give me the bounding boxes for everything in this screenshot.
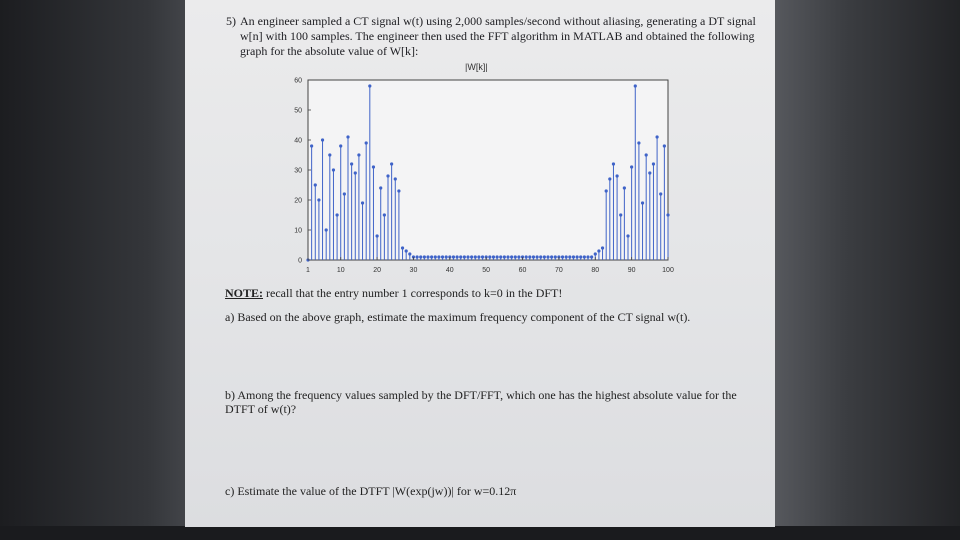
stem-marker bbox=[325, 228, 328, 231]
stem-marker bbox=[481, 255, 484, 258]
stem-marker bbox=[543, 255, 546, 258]
stem-marker bbox=[525, 255, 528, 258]
stem-marker bbox=[666, 213, 669, 216]
stem-marker bbox=[619, 213, 622, 216]
stem-marker bbox=[601, 246, 604, 249]
stem-marker bbox=[550, 255, 553, 258]
stem-marker bbox=[626, 234, 629, 237]
part-a: a) Based on the above graph, estimate the maximum frequency component of the CT signal w(t). bbox=[225, 310, 691, 324]
stem-marker bbox=[510, 255, 513, 258]
stem-marker bbox=[372, 165, 375, 168]
monitor-bezel-right bbox=[770, 0, 960, 540]
stem-marker bbox=[597, 249, 600, 252]
stem-marker bbox=[445, 255, 448, 258]
stem-marker bbox=[645, 153, 648, 156]
stem-marker bbox=[641, 201, 644, 204]
x-tick-label: 70 bbox=[555, 267, 563, 274]
stem-marker bbox=[321, 138, 324, 141]
stem-marker bbox=[426, 255, 429, 258]
stem-marker bbox=[623, 186, 626, 189]
stem-marker bbox=[434, 255, 437, 258]
stem-marker bbox=[535, 255, 538, 258]
note-text: recall that the entry number 1 corresponds to k=0 in the DFT! bbox=[266, 286, 563, 300]
stem-marker bbox=[383, 213, 386, 216]
x-tick-label: 80 bbox=[591, 267, 600, 274]
stem-marker bbox=[554, 255, 557, 258]
stem-marker bbox=[314, 183, 317, 186]
y-tick-label: 40 bbox=[294, 137, 302, 145]
stem-marker bbox=[528, 255, 531, 258]
question-5 bbox=[226, 14, 760, 59]
stem-marker bbox=[608, 177, 611, 180]
stem-marker bbox=[397, 189, 400, 192]
stem-marker bbox=[459, 255, 462, 258]
stem-marker bbox=[663, 144, 666, 147]
stem-marker bbox=[575, 255, 578, 258]
x-tick-label: 50 bbox=[482, 267, 491, 274]
stem-marker bbox=[605, 189, 608, 192]
x-tick-label: 90 bbox=[627, 267, 636, 274]
stem-marker bbox=[506, 255, 509, 258]
stem-marker bbox=[615, 174, 618, 177]
stem-marker bbox=[594, 252, 597, 255]
part-b: b) Among the frequency values sampled by the DFT/FFT, which one has the highest absolute value for the DTFT of w(t)? bbox=[225, 388, 737, 416]
x-tick-label: 10 bbox=[336, 267, 345, 274]
stem-marker bbox=[441, 255, 444, 258]
stem-marker bbox=[317, 198, 320, 201]
stem-marker bbox=[503, 255, 506, 258]
x-tick-label: 60 bbox=[518, 267, 527, 274]
stem-marker bbox=[488, 255, 491, 258]
stem-marker bbox=[350, 162, 353, 165]
y-tick-label: 0 bbox=[298, 257, 302, 265]
note-label: NOTE: bbox=[225, 286, 264, 300]
stem-marker bbox=[423, 255, 426, 258]
stem-marker bbox=[354, 171, 357, 174]
stem-marker bbox=[452, 255, 455, 258]
stem-marker bbox=[357, 153, 360, 156]
stem-marker bbox=[346, 135, 349, 138]
stem-marker bbox=[361, 201, 364, 204]
y-tick-label: 50 bbox=[294, 107, 302, 115]
stem-marker bbox=[648, 171, 651, 174]
stem-marker bbox=[455, 255, 458, 258]
stem-marker bbox=[586, 255, 589, 258]
part-c: c) Estimate the value of the DTFT |W(exp(jw))| for w=0.12π bbox=[225, 484, 517, 498]
stem-marker bbox=[466, 255, 469, 258]
stem-marker bbox=[408, 252, 411, 255]
stem-marker bbox=[565, 255, 568, 258]
x-tick-label: 20 bbox=[373, 267, 381, 274]
stem-marker bbox=[437, 255, 440, 258]
stem-marker bbox=[430, 255, 433, 258]
stem-marker bbox=[368, 84, 371, 87]
stem-marker bbox=[539, 255, 542, 258]
stem-marker bbox=[343, 192, 346, 195]
chart-title: |W[k]| bbox=[465, 62, 488, 72]
stem-marker bbox=[335, 213, 338, 216]
stem-marker bbox=[583, 255, 586, 258]
y-tick-label: 10 bbox=[294, 227, 302, 235]
question-text: An engineer sampled a CT signal w(t) using 2,000 samples/second without aliasing, generating a DT signal w[n] with 100 samples. The engineer then used the FFT algorithm in MATLAB and obtained the following graph for the absolute value of W[k]: bbox=[240, 14, 756, 58]
stem-marker bbox=[532, 255, 535, 258]
stem-marker bbox=[579, 255, 582, 258]
document-page bbox=[185, 0, 775, 527]
stem-marker bbox=[637, 141, 640, 144]
stem-marker bbox=[495, 255, 498, 258]
note bbox=[225, 286, 562, 301]
stem-marker bbox=[499, 255, 502, 258]
stem-marker bbox=[339, 144, 342, 147]
stem-marker bbox=[394, 177, 397, 180]
stem-marker bbox=[310, 144, 313, 147]
stem-marker bbox=[634, 84, 637, 87]
stem-marker bbox=[332, 168, 335, 171]
stem-chart bbox=[280, 70, 680, 280]
stem-marker bbox=[405, 249, 408, 252]
stem-marker bbox=[463, 255, 466, 258]
stem-marker bbox=[561, 255, 564, 258]
stem-marker bbox=[470, 255, 473, 258]
stem-marker bbox=[655, 135, 658, 138]
x-tick-label: 30 bbox=[409, 267, 418, 274]
stem-marker bbox=[386, 174, 389, 177]
stem-marker bbox=[415, 255, 418, 258]
stem-marker bbox=[375, 234, 378, 237]
stem-marker bbox=[568, 255, 571, 258]
stem-marker bbox=[514, 255, 517, 258]
stem-marker bbox=[419, 255, 422, 258]
stem-marker bbox=[546, 255, 549, 258]
question-number: 5) bbox=[226, 14, 236, 28]
x-tick-label: 100 bbox=[662, 267, 674, 274]
stem-marker bbox=[612, 162, 615, 165]
x-tick-label: 40 bbox=[445, 267, 454, 274]
stem-marker bbox=[652, 162, 655, 165]
stem-marker bbox=[492, 255, 495, 258]
stem-marker bbox=[572, 255, 575, 258]
stem-marker bbox=[379, 186, 382, 189]
monitor-bezel-left bbox=[0, 0, 210, 540]
stem-marker bbox=[477, 255, 480, 258]
stem-marker bbox=[517, 255, 520, 258]
stem-marker bbox=[390, 162, 393, 165]
x-tick-label: 1 bbox=[306, 267, 310, 274]
y-tick-label: 30 bbox=[294, 167, 302, 175]
stem-marker bbox=[474, 255, 477, 258]
stem-marker bbox=[328, 153, 331, 156]
stem-marker bbox=[630, 165, 633, 168]
stem-marker bbox=[590, 255, 593, 258]
taskbar-strip bbox=[0, 526, 960, 540]
stem-marker bbox=[365, 141, 368, 144]
stem-marker bbox=[659, 192, 662, 195]
y-tick-label: 60 bbox=[294, 77, 302, 85]
stem-marker bbox=[401, 246, 404, 249]
chart-axes bbox=[308, 80, 668, 260]
y-tick-label: 20 bbox=[294, 197, 302, 205]
plot-frame bbox=[308, 80, 668, 260]
